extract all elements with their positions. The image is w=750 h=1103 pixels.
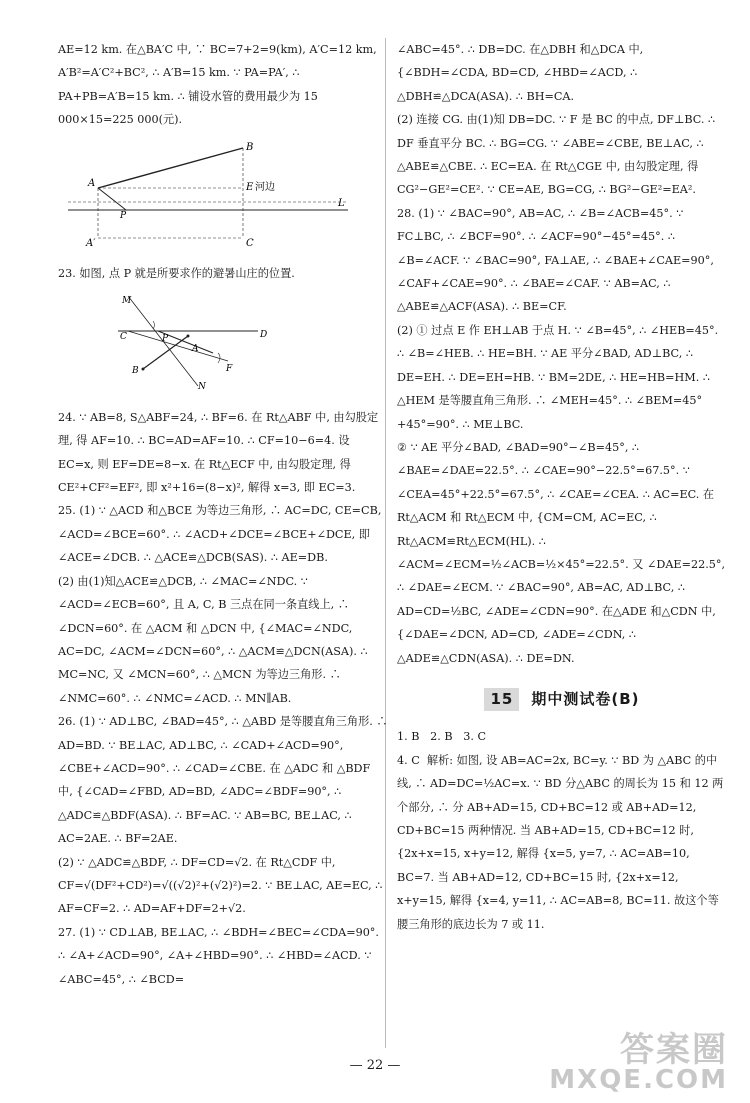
fig1-label-river: 河边 [255, 181, 275, 193]
fig2-label-b: B [132, 366, 139, 377]
paragraph-q4: 4. C 解析: 如图, 设 AB=AC=2x, BC=y. ∵ BD 为 △ABC 的中线, ∴ AD=DC=½AC=x. ∵ BD 分△ABC 的周长为 15 和 12 两个部分, ∴ 分 AB+AD=15, CD+BC=12 或 AB+AD=12, CD+BC=15 两种情况. 当 AB+AD=15, CD+BC=12 时, {2x+x=15, x+y=12, 解得 {x=5, y=7, ∴ AC=AB=10, BC=7. 当 AB+AD=12, CD+BC=15 时, {2x+x=12, x+y=15, 解得 {x=4, y=11, ∴ AC=AB=8, BC=11. 故这个等腰三角形的底边长为 7 或 11. [397, 753, 724, 931]
section-number: 15 [484, 688, 519, 711]
fig2-label-f: F [226, 364, 233, 375]
fig2-label-n: N [198, 382, 206, 392]
paragraph-q22-end: AE=12 km. 在△BA′C 中, ∵ BC=7+2=9(km), A′C=12 km, A′B²=A′C²+BC², ∴ A′B=15 km. ∵ PA=PA′, ∴ PA+PB=A′B=15 km. ∴ 铺设水管的费用最少为 15 000×15=225 000(元). [58, 43, 381, 127]
section-heading [397, 688, 727, 711]
paragraph-q23: 23. 如图, 点 P 就是所要求作的避暑山庄的位置. [58, 267, 295, 281]
watermark-logo [549, 1030, 728, 1095]
fig1-label-e: E [246, 181, 254, 193]
watermark-text-cn: 答案圈 [620, 1030, 728, 1070]
left-column [58, 38, 392, 991]
paragraph-q28-1: 28. (1) ∵ ∠BAC=90°, AB=AC, ∴ ∠B=∠ACB=45°. ∵ FC⊥BC, ∴ ∠BCF=90°. ∴ ∠ACF=90°−45°=45°. ∴ ∠B=∠ACF. ∵ ∠BAC=90°, FA⊥AE, ∴ ∠BAE+∠CAE=90°, ∠CAF+∠CAE=90°. ∴ ∠BAE=∠CAF. ∵ AB=AC, ∴ △ABE≌△ACF(ASA). ∴ BE=CF. [397, 206, 718, 314]
fig2-label-d: D [260, 330, 268, 341]
page-number: — 22 — [349, 1058, 401, 1073]
fig1-label-a-prime: A′ [86, 237, 96, 248]
fig1-label-b: B [246, 141, 254, 153]
paragraph-q26-2: (2) ∵ △ADC≌△BDF, ∴ DF=CD=√2. 在 Rt△CDF 中, CF=√(DF²+CD²)=√((√2)²+(√2)²)=2. ∵ BE⊥AC, AE=EC, ∴ AF=CF=2. ∴ AD=AF+DF=2+√2. [58, 855, 386, 916]
fig2-label-c: C [120, 332, 127, 343]
paragraph-q25-1: 25. (1) ∵ △ACD 和△BCE 为等边三角形, ∴ AC=DC, CE=CB, ∠ACD=∠BCE=60°. ∴ ∠ACD+∠DCE=∠BCE+∠DCE, 即 ∠ACE=∠DCB. ∴ △ACE≌△DCB(SAS). ∴ AE=DB. [58, 504, 385, 565]
paragraph-q28-2a: (2) ① 过点 E 作 EH⊥AB 于点 H. ∵ ∠B=45°, ∴ ∠HEB=45°. ∴ ∠B=∠HEB. ∴ HE=BH. ∵ AE 平分∠BAD, AD⊥BC, ∴ DE=EH. ∴ DE=EH=HB. ∵ BM=2DE, ∴ HE=HB=HM. ∴ △HEM 是等腰直角三角形. ∴ ∠MEH=45°. ∴ ∠BEM=45°+45°=90°. ∴ ME⊥BC. [397, 323, 722, 431]
paragraph-q27-1: 27. (1) ∵ CD⊥AB, BE⊥AC, ∴ ∠BDH=∠BEC=∠CDA=90°. ∴ ∠A+∠ACD=90°, ∠A+∠HBD=90°. ∴ ∠HBD=∠ACD. ∵ ∠ABC=45°, ∴ ∠BCD= [58, 925, 383, 986]
fig1-label-p: P [120, 210, 127, 221]
paragraph-q26-1: 26. (1) ∵ AD⊥BC, ∠BAD=45°, ∴ △ABD 是等腰直角三角形. ∴ AD=BD. ∵ BE⊥AC, AD⊥BC, ∴ ∠CAD+∠ACD=90°, ∠CBE+∠ACD=90°. ∴ ∠CAD=∠CBE. 在 △ADC 和 △BDF 中, {∠CAD=∠FBD, AD=BD, ∠ADC=∠BDF=90°, ∴ △ADC≌△BDF(ASA). ∴ BF=AC. ∵ AB=BC, BE⊥AC, ∴ AC=2AE. ∴ BF=2AE. [58, 715, 392, 846]
paragraph-answers-1-3: 1. B 2. B 3. C [397, 730, 487, 744]
paragraph-q25-2: (2) 由(1)知△ACE≌△DCB, ∴ ∠MAC=∠NDC. ∵ ∠ACD=∠ECB=60°, 且 A, C, B 三点在同一条直线上, ∴ ∠DCN=60°. 在 △ACM 和 △DCN 中, {∠MAC=∠NDC, AC=DC, ∠ACM=∠DCN=60°, ∴ △ACM≌△DCN(ASA). ∴ MC=NC, 又 ∠MCN=60°, ∴ △MCN 为等边三角形. ∴ ∠NMC=60°. ∴ ∠NMC=∠ACD. ∴ MN∥AB. [58, 574, 372, 705]
figure-river-pipe [58, 138, 358, 248]
paragraph-q24: 24. ∵ AB=8, S△ABF=24, ∴ BF=6. 在 Rt△ABF 中, 由勾股定理, 得 AF=10. ∴ BC=AD=AF=10. ∴ CF=10−6=4. 设 EC=x, 则 EF=DE=8−x. 在 Rt△ECF 中, 由勾股定理, 得 CE²+CF²=EF², 即 x²+16=(8−x)², 解得 x=3, 即 EC=3. [58, 410, 379, 495]
fig1-label-a: A [88, 177, 96, 189]
fig2-label-a: A [192, 344, 199, 355]
paragraph-q27-cont: ∠ABC=45°. ∴ DB=DC. 在△DBH 和△DCA 中, {∠BDH=∠CDA, BD=CD, ∠HBD=∠ACD, ∴ △DBH≌△DCA(ASA). ∴ BH=CA. [397, 43, 647, 103]
watermark-text-url: MXQE.COM [549, 1065, 728, 1095]
section-title: 期中测试卷(B) [531, 689, 640, 708]
paragraph-q27-2: (2) 连接 CG. 由(1)知 DB=DC. ∵ F 是 BC 的中点, DF⊥BC. ∴ DF 垂直平分 BC. ∴ BG=CG. ∵ ∠ABE=∠CBE, BE⊥AC, ∴ △ABE≌△CBE. ∴ EC=EA. 在 Rt△CGE 中, 由勾股定理, 得 CG²−GE²=CE². ∵ CE=AE, BG=CG, ∴ BG²−GE²=EA². [397, 113, 719, 197]
fig2-label-p: P [162, 334, 169, 345]
fig1-label-c: C [246, 237, 254, 248]
paragraph-q28-2b: ② ∵ AE 平分∠BAD, ∠BAD=90°−∠B=45°, ∴ ∠BAE=∠DAE=22.5°. ∴ ∠CAE=90°−22.5°=67.5°. ∵ ∠CEA=45°+22.5°=67.5°, ∴ ∠CAE=∠CEA. ∴ AC=EC. 在 Rt△ACM 和 Rt△ECM 中, {CM=CM, AC=EC, ∴ Rt△ACM≌Rt△ECM(HL). ∴ ∠ACM=∠ECM=½∠ACB=½×45°=22.5°. 又 ∠DAE=22.5°, ∴ ∠DAE=∠ECM. ∵ ∠BAC=90°, AB=AC, AD⊥BC, ∴ AD=CD=½BC, ∠ADE=∠CDN=90°. 在△ADE 和△CDN 中, {∠DAE=∠DCN, AD=CD, ∠ADE=∠CDN, ∴ △ADE≌△CDN(ASA). ∴ DE=DN. [397, 440, 729, 665]
figure-construction [58, 291, 358, 391]
fig1-label-l: L [338, 197, 345, 209]
right-column [397, 38, 727, 936]
fig2-label-m: M [122, 296, 132, 307]
